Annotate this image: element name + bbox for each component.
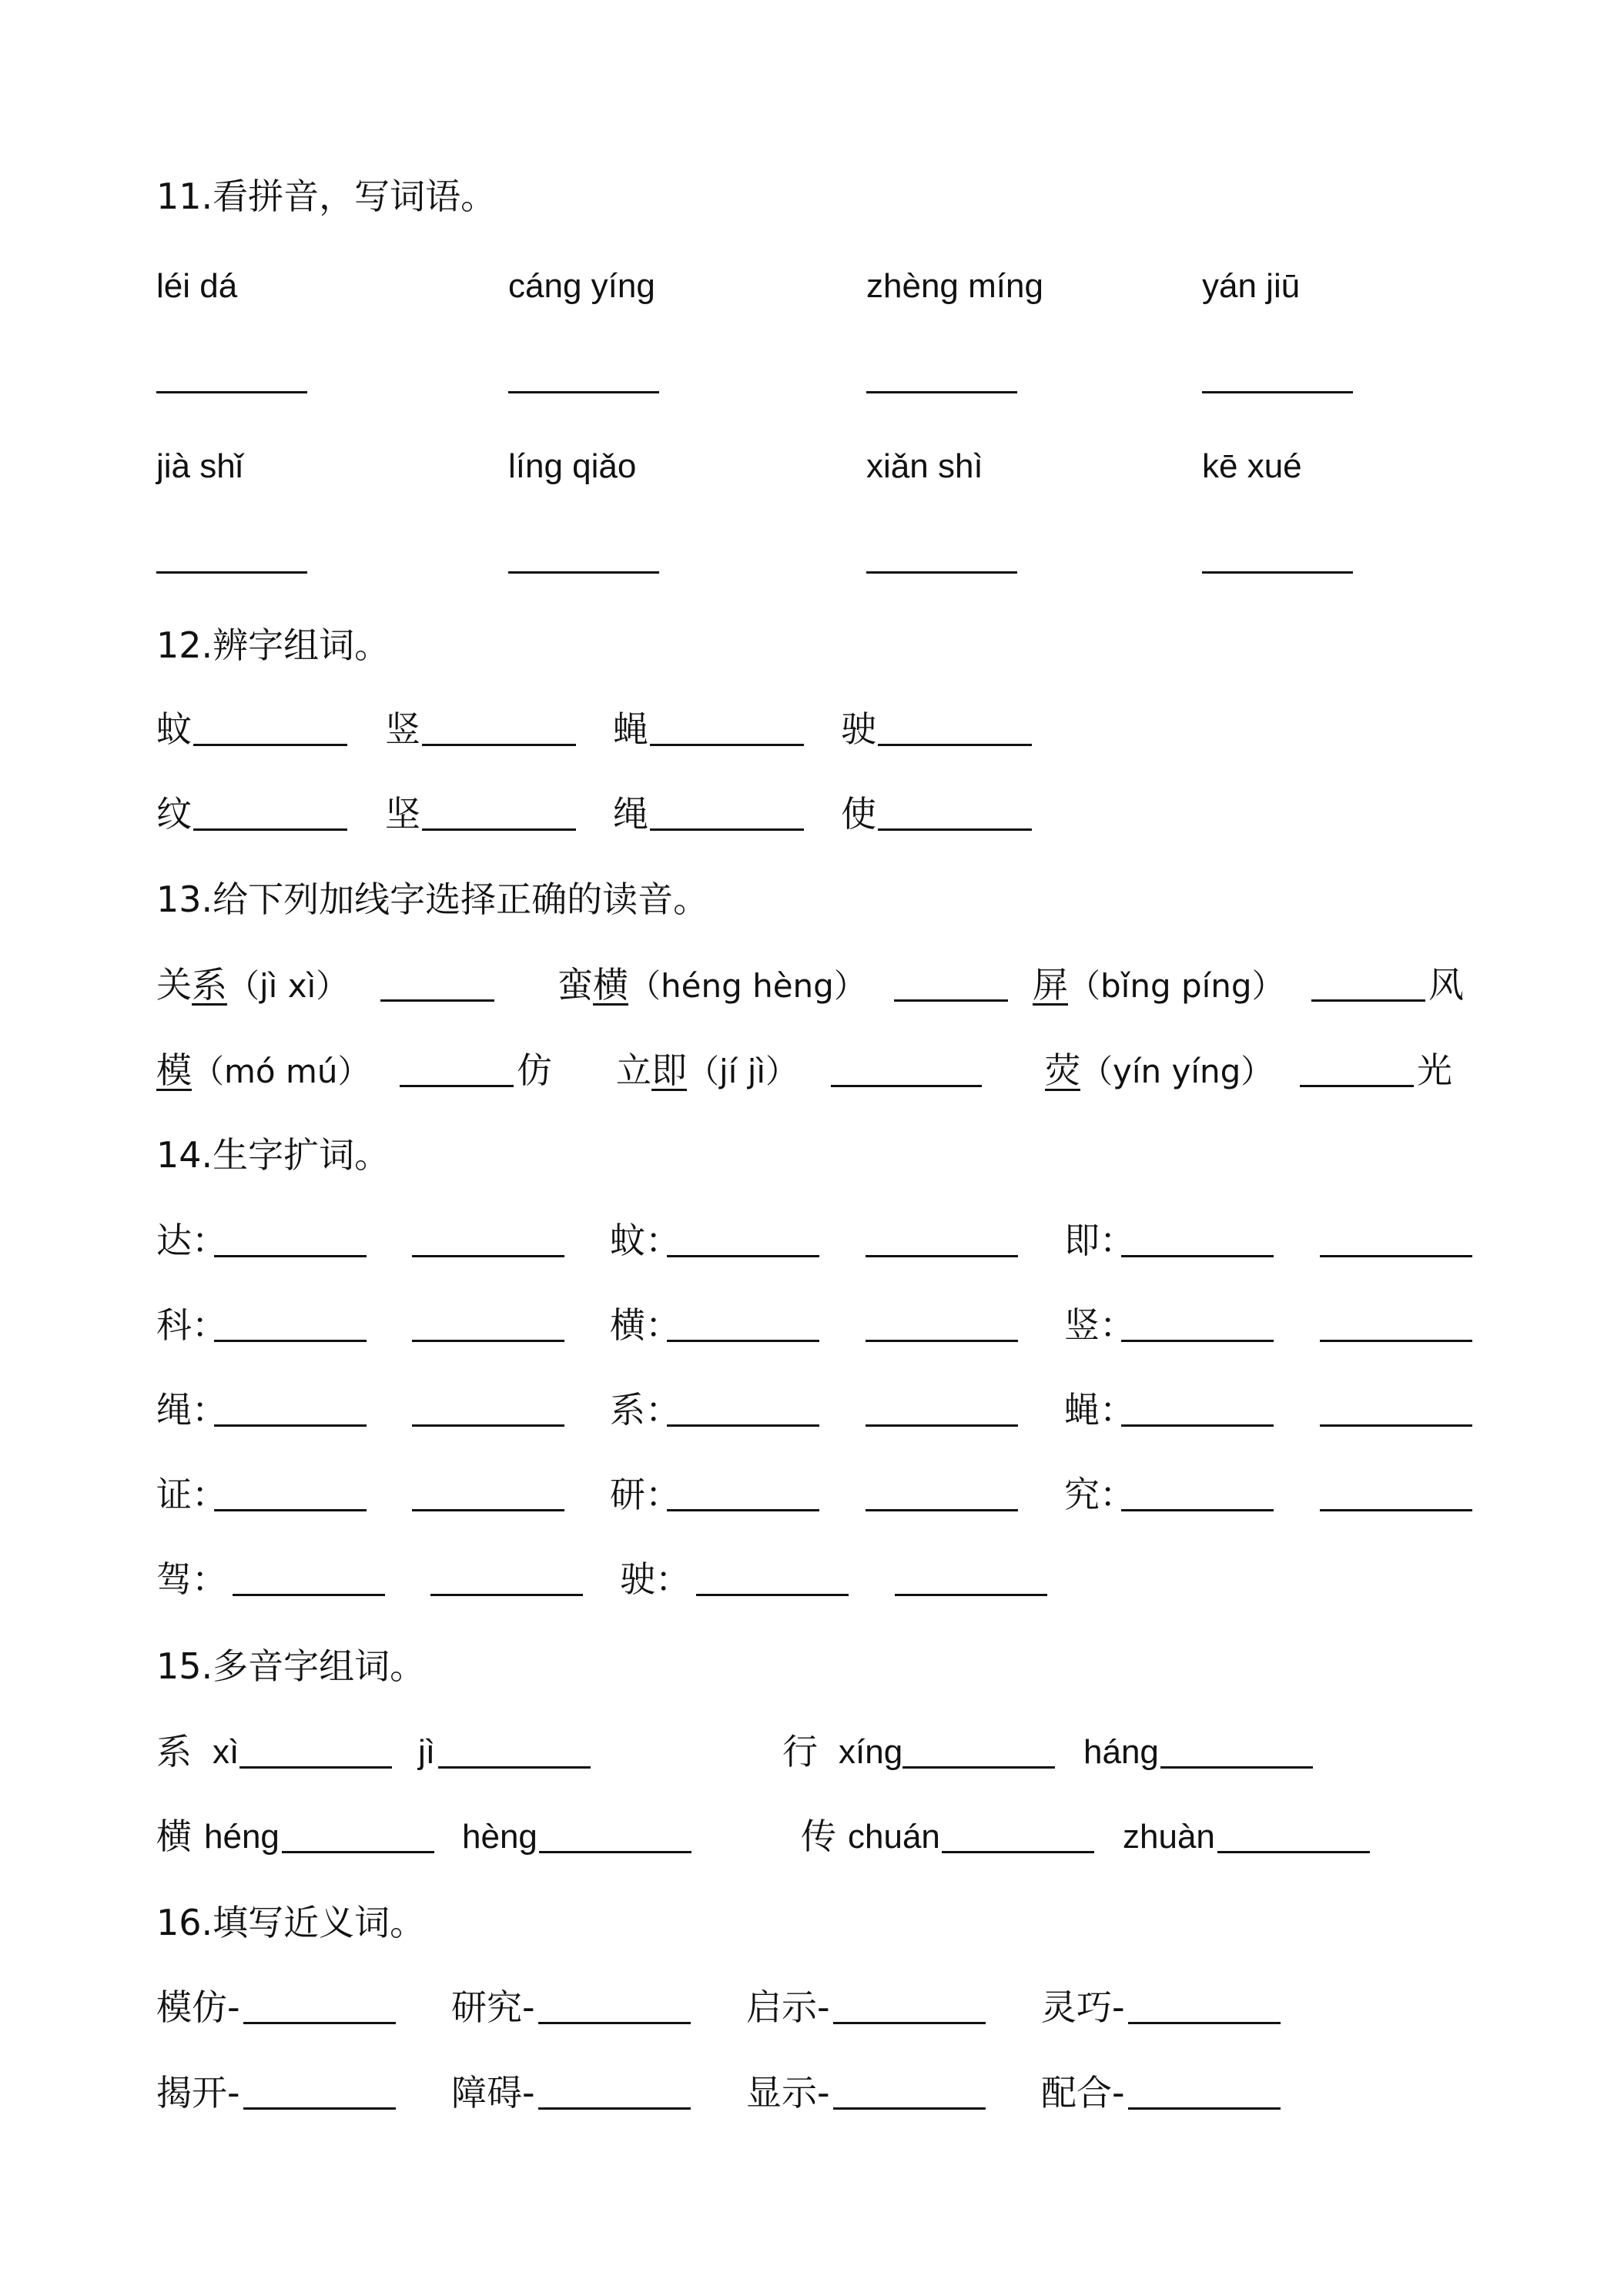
q14-title: 14.生字扩词。 bbox=[156, 1134, 390, 1176]
answer-blank[interactable] bbox=[866, 571, 1017, 574]
answer-blank[interactable] bbox=[1202, 571, 1353, 574]
pinyin-options: （jí jì） bbox=[687, 1053, 799, 1090]
reading-item bbox=[156, 1049, 370, 1091]
answer-blank[interactable] bbox=[866, 1424, 1018, 1427]
polyphone-char: 行 bbox=[782, 1731, 818, 1772]
char-item: 坚 bbox=[385, 793, 420, 835]
char-item: 蚊 bbox=[156, 708, 192, 750]
answer-blank[interactable] bbox=[902, 1766, 1055, 1769]
reading-item bbox=[616, 1049, 799, 1091]
q13-title: 13.给下列加线字选择正确的读音。 bbox=[156, 879, 709, 920]
pinyin-item: kē xué bbox=[1202, 447, 1302, 485]
word-part: 蛮 bbox=[558, 964, 593, 1006]
reading-item bbox=[1033, 964, 1284, 1006]
answer-blank[interactable] bbox=[667, 1255, 819, 1257]
synonym-word: 配合- bbox=[1041, 2072, 1125, 2114]
char-label: 达： bbox=[156, 1220, 227, 1261]
answer-blank[interactable] bbox=[1128, 2022, 1281, 2024]
answer-blank[interactable] bbox=[1128, 2107, 1281, 2110]
answer-blank[interactable] bbox=[193, 744, 347, 746]
answer-blank[interactable] bbox=[422, 744, 576, 746]
pinyin-label: xì bbox=[213, 1733, 239, 1771]
pinyin-label: xíng bbox=[839, 1733, 903, 1771]
pinyin-item: líng qiǎo bbox=[508, 447, 637, 485]
answer-blank[interactable] bbox=[508, 391, 659, 393]
synonym-word: 显示- bbox=[746, 2072, 830, 2114]
q11-title: 11.看拼音，写词语。 bbox=[156, 176, 497, 217]
answer-blank[interactable] bbox=[1311, 999, 1425, 1002]
polyphone-char: 系 bbox=[156, 1731, 192, 1772]
pinyin-options: （yín yíng） bbox=[1080, 1053, 1274, 1090]
char-label: 证： bbox=[156, 1474, 227, 1515]
char-label: 蚊： bbox=[610, 1220, 681, 1261]
answer-blank[interactable] bbox=[239, 1766, 392, 1769]
q15-title: 15.多音字组词。 bbox=[156, 1645, 426, 1687]
char-item: 竖 bbox=[385, 708, 420, 750]
answer-blank[interactable] bbox=[831, 1085, 982, 1087]
polyphone-char: 横 bbox=[156, 1816, 192, 1857]
answer-blank[interactable] bbox=[1121, 1424, 1274, 1427]
word-part: 仿 bbox=[517, 1049, 552, 1091]
answer-blank[interactable] bbox=[282, 1851, 434, 1853]
answer-blank[interactable] bbox=[214, 1255, 367, 1257]
answer-blank[interactable] bbox=[878, 828, 1032, 831]
char-label: 究： bbox=[1064, 1474, 1135, 1515]
answer-blank[interactable] bbox=[866, 1509, 1018, 1511]
char-label: 系： bbox=[610, 1389, 681, 1431]
char-label: 即： bbox=[1064, 1220, 1135, 1261]
char-label: 绳： bbox=[156, 1389, 227, 1431]
answer-blank[interactable] bbox=[650, 744, 804, 746]
reading-item bbox=[156, 964, 349, 1006]
answer-blank[interactable] bbox=[214, 1424, 367, 1427]
answer-blank[interactable] bbox=[866, 1255, 1018, 1257]
underlined-char: 横 bbox=[593, 964, 628, 1006]
pinyin-item: jià shǐ bbox=[156, 447, 243, 485]
pinyin-label: háng bbox=[1083, 1733, 1159, 1771]
char-label: 蝇： bbox=[1064, 1389, 1135, 1431]
answer-blank[interactable] bbox=[193, 828, 347, 831]
pinyin-options: （bǐng píng） bbox=[1068, 967, 1284, 1005]
synonym-word: 灵巧- bbox=[1041, 1986, 1125, 2028]
reading-item bbox=[1045, 1049, 1274, 1091]
word-part: 风 bbox=[1428, 964, 1464, 1006]
underlined-char: 模 bbox=[156, 1049, 192, 1091]
answer-blank[interactable] bbox=[1320, 1424, 1472, 1427]
answer-blank[interactable] bbox=[1160, 1766, 1313, 1769]
answer-blank[interactable] bbox=[894, 999, 1008, 1002]
answer-blank[interactable] bbox=[942, 1851, 1094, 1853]
pinyin-item: léi dá bbox=[156, 267, 238, 305]
answer-blank[interactable] bbox=[538, 2107, 691, 2110]
q16-title: 16.填写近义词。 bbox=[156, 1902, 426, 1943]
underlined-char: 系 bbox=[192, 964, 227, 1006]
answer-blank[interactable] bbox=[538, 2022, 691, 2024]
answer-blank[interactable] bbox=[1202, 391, 1353, 393]
answer-blank[interactable] bbox=[667, 1424, 819, 1427]
answer-blank[interactable] bbox=[422, 828, 576, 831]
answer-blank[interactable] bbox=[412, 1424, 564, 1427]
pinyin-options: （héng hèng） bbox=[628, 967, 866, 1005]
pinyin-label: chuán bbox=[848, 1818, 940, 1856]
answer-blank[interactable] bbox=[1300, 1085, 1414, 1087]
pinyin-label: hèng bbox=[462, 1818, 537, 1856]
answer-blank[interactable] bbox=[412, 1340, 564, 1342]
answer-blank[interactable] bbox=[539, 1851, 691, 1853]
answer-blank[interactable] bbox=[833, 2022, 986, 2024]
answer-blank[interactable] bbox=[412, 1255, 564, 1257]
reading-item bbox=[558, 964, 866, 1006]
answer-blank[interactable] bbox=[878, 744, 1032, 746]
char-item: 使 bbox=[841, 793, 876, 835]
char-label: 研： bbox=[610, 1474, 681, 1515]
synonym-word: 模仿- bbox=[156, 1986, 240, 2028]
char-item: 驶 bbox=[841, 708, 876, 750]
synonym-word: 启示- bbox=[746, 1986, 830, 2028]
answer-blank[interactable] bbox=[400, 1085, 514, 1087]
synonym-word: 揭开- bbox=[156, 2072, 240, 2114]
answer-blank[interactable] bbox=[430, 1594, 583, 1596]
pinyin-label: jì bbox=[418, 1733, 435, 1771]
pinyin-options: （mó mú） bbox=[192, 1053, 370, 1090]
answer-blank[interactable] bbox=[233, 1594, 385, 1596]
char-item: 蝇 bbox=[613, 708, 648, 750]
underlined-char: 荧 bbox=[1045, 1049, 1080, 1091]
answer-blank[interactable] bbox=[214, 1509, 367, 1511]
q12-title: 12.辨字组词。 bbox=[156, 624, 390, 666]
char-label: 驾： bbox=[156, 1558, 227, 1600]
pinyin-item: zhèng míng bbox=[866, 267, 1043, 305]
pinyin-label: héng bbox=[204, 1818, 280, 1856]
answer-blank[interactable] bbox=[1121, 1255, 1274, 1257]
word-part: 光 bbox=[1417, 1049, 1452, 1091]
answer-blank[interactable] bbox=[1320, 1255, 1472, 1257]
char-item: 纹 bbox=[156, 793, 192, 835]
synonym-word: 障碍- bbox=[451, 2072, 535, 2114]
answer-blank[interactable] bbox=[156, 391, 307, 393]
answer-blank[interactable] bbox=[866, 391, 1017, 393]
pinyin-item: cáng yíng bbox=[508, 267, 655, 305]
answer-blank[interactable] bbox=[1320, 1509, 1472, 1511]
pinyin-label: zhuàn bbox=[1123, 1818, 1215, 1856]
answer-blank[interactable] bbox=[667, 1340, 819, 1342]
char-label: 横： bbox=[610, 1304, 681, 1346]
synonym-word: 研究- bbox=[451, 1986, 535, 2028]
answer-blank[interactable] bbox=[438, 1766, 591, 1769]
answer-blank[interactable] bbox=[895, 1594, 1047, 1596]
answer-blank[interactable] bbox=[1320, 1340, 1472, 1342]
char-label: 科： bbox=[156, 1304, 227, 1346]
answer-blank[interactable] bbox=[1217, 1851, 1370, 1853]
char-label: 竖： bbox=[1064, 1304, 1135, 1346]
answer-blank[interactable] bbox=[243, 2107, 396, 2110]
answer-blank[interactable] bbox=[833, 2107, 986, 2110]
answer-blank[interactable] bbox=[508, 571, 659, 574]
word-part: 立 bbox=[616, 1049, 651, 1091]
answer-blank[interactable] bbox=[650, 828, 804, 831]
char-item: 绳 bbox=[613, 793, 648, 835]
answer-blank[interactable] bbox=[1121, 1340, 1274, 1342]
answer-blank[interactable] bbox=[1121, 1509, 1274, 1511]
answer-blank[interactable] bbox=[380, 999, 494, 1002]
answer-blank[interactable] bbox=[866, 1340, 1018, 1342]
answer-blank[interactable] bbox=[696, 1594, 849, 1596]
answer-blank[interactable] bbox=[156, 571, 307, 574]
underlined-char: 屏 bbox=[1033, 964, 1068, 1006]
answer-blank[interactable] bbox=[243, 2022, 396, 2024]
pinyin-item: yán jiū bbox=[1202, 267, 1301, 305]
pinyin-item: xiǎn shì bbox=[866, 447, 983, 485]
answer-blank[interactable] bbox=[412, 1509, 564, 1511]
answer-blank[interactable] bbox=[667, 1509, 819, 1511]
polyphone-char: 传 bbox=[801, 1816, 836, 1857]
char-label: 驶： bbox=[620, 1558, 691, 1600]
word-part: 关 bbox=[156, 964, 192, 1006]
answer-blank[interactable] bbox=[214, 1340, 367, 1342]
pinyin-options: （jì xì） bbox=[227, 967, 349, 1005]
underlined-char: 即 bbox=[651, 1049, 687, 1091]
